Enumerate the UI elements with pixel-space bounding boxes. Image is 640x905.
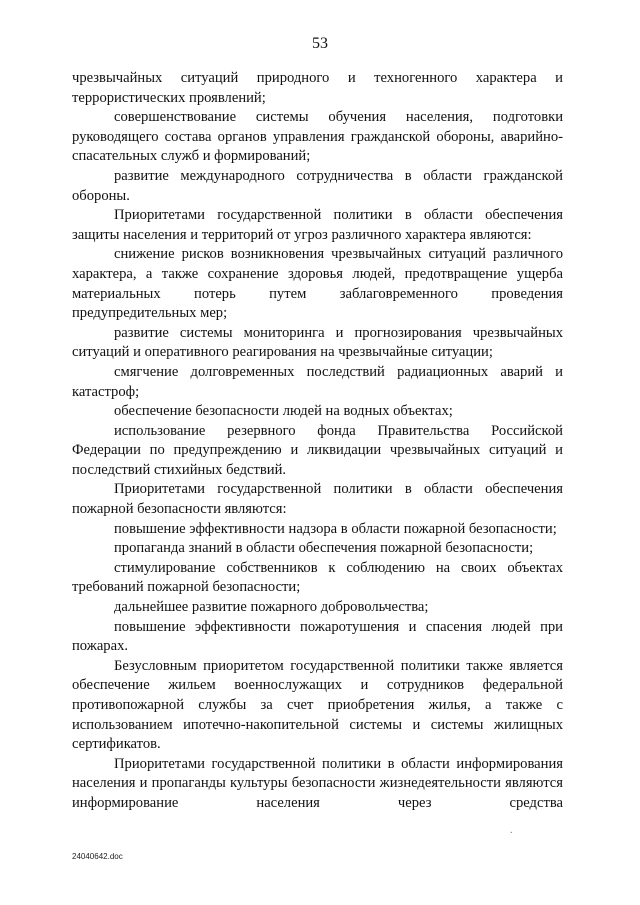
footer-file-code: 24040642.doc xyxy=(72,852,123,861)
paragraph: обеспечение безопасности людей на водных объектах; xyxy=(114,403,453,420)
paragraph: Приоритетами государственной политики в области информирования населения и пропаганды культуры безопасности жизнедеятельности являются информирование населения через средства xyxy=(72,755,563,811)
paragraph: снижение рисков возникновения чрезвычайных ситуаций различного характера, а также сохранение здоровья людей, предотвращение ущерба материальных потерь путем заблаговременного проведения предупредительных мер; xyxy=(72,246,563,322)
paragraph: повышение эффективности надзора в области пожарной безопасности; xyxy=(114,520,557,537)
paragraph: дальнейшее развитие пожарного добровольчества; xyxy=(114,599,429,616)
paragraph: повышение эффективности пожаротушения и спасения людей при пожарах. xyxy=(72,618,563,655)
paragraph: развитие международного сотрудничества в области гражданской обороны. xyxy=(72,167,563,204)
paragraph: развитие системы мониторинга и прогнозирования чрезвычайных ситуаций и оперативного реагирования на чрезвычайные ситуации; xyxy=(72,324,563,361)
document-body xyxy=(72,69,563,814)
page-number: 53 xyxy=(312,35,328,52)
scan-mark: . xyxy=(510,825,513,836)
paragraph: стимулирование собственников к соблюдению на своих объектах требований пожарной безопасности; xyxy=(72,559,563,596)
paragraph: пропаганда знаний в области обеспечения пожарной безопасности; xyxy=(114,540,534,557)
paragraph: совершенствование системы обучения населения, подготовки руководящего состава органов управления гражданской обороны, аварийно-спасательных служб и формирований; xyxy=(72,109,563,165)
paragraph: использование резервного фонда Правительства Российской Федерации по предупреждению и ликвидации чрезвычайных ситуаций и последствий стихийных бедствий. xyxy=(72,422,563,478)
paragraph: Приоритетами государственной политики в области обеспечения пожарной безопасности являются: xyxy=(72,481,563,518)
paragraph: Безусловным приоритетом государственной политики также является обеспечение жильем военнослужащих и сотрудников федеральной противопожарной службы за счет приобретения жилья, а также с использованием ипотечно-накопительной системы и системы жилищных сертификатов. xyxy=(72,657,563,753)
paragraph: Приоритетами государственной политики в области обеспечения защиты населения и территорий от угроз различного характера являются: xyxy=(72,207,563,243)
paragraph: смягчение долговременных последствий радиационных аварий и катастроф; xyxy=(72,363,563,400)
paragraph: чрезвычайных ситуаций природного и техногенного характера и террористических проявлений; xyxy=(72,70,563,106)
